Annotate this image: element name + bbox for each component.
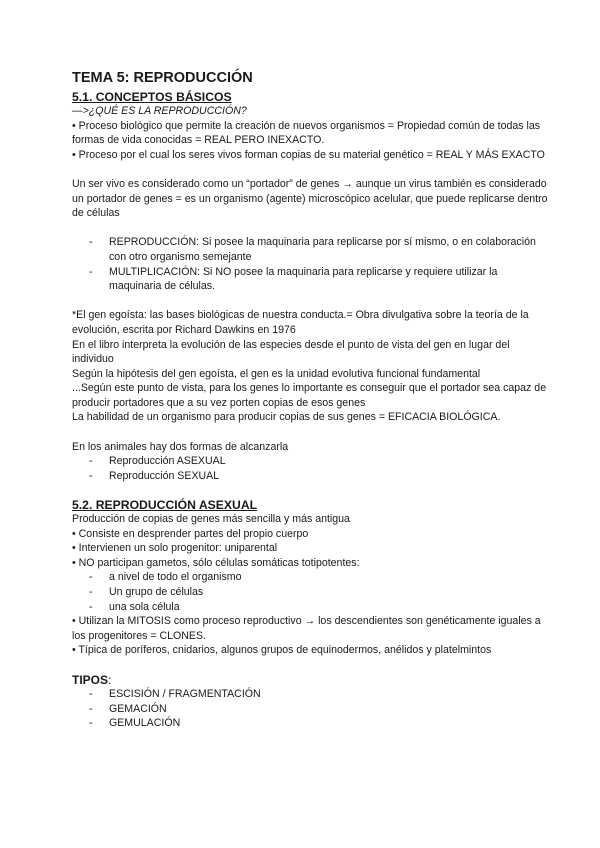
document-page	[72, 70, 550, 731]
bullet-paragraph: • Intervienen un solo progenitor: uniparental	[72, 542, 278, 555]
tipos-heading	[72, 673, 550, 688]
list-item: - ESCISIÓN / FRAGMENTACIÓN	[72, 687, 550, 702]
section-heading-5-2: 5.2. REPRODUCCIÓN ASEXUAL	[72, 498, 258, 513]
body-paragraph: Un ser vivo es considerado como un “portador” de genes → aunque un virus también es considerado un portador de genes = es un organismo (agente) microscópico acelular, que puede replicarse dentro de células	[72, 177, 548, 220]
list-item: - a nivel de todo el organismo	[72, 570, 550, 585]
list-item: - GEMULACIÓN	[72, 716, 550, 731]
note-paragraph: Según la hipótesis del gen egoísta, el gen es la unidad evolutiva funcional fundamental	[72, 367, 481, 380]
forms-list	[72, 454, 550, 483]
bullet-paragraph: • NO participan gametos, sólo células somáticas totipotentes:	[72, 556, 360, 569]
list-item: - MULTIPLICACIÓN: Si NO posee la maquinaria para replicarse y requiere utilizar la maquinaria de células.	[72, 265, 550, 294]
forms-intro: En los animales hay dos formas de alcanzarla	[72, 440, 289, 453]
list-item: - Un grupo de células	[72, 585, 550, 600]
note-paragraph: En el libro interpreta la evolución de las especies desde el punto de vista del gen en lugar del individuo	[72, 338, 510, 366]
bullet-paragraph: • Típica de poríferos, cnidarios, algunos grupos de equinodermos, anélidos y platelmintos	[72, 644, 492, 657]
list-item: - GEMACIÓN	[72, 702, 550, 717]
list-item: - Reproducción SEXUAL	[72, 469, 550, 484]
tipos-colon: :	[108, 672, 112, 687]
definition-list	[72, 235, 550, 293]
tipos-list	[72, 687, 550, 731]
levels-list	[72, 570, 550, 614]
bullet-paragraph: • Utilizan la MITOSIS como proceso reproductivo → los descendientes son genéticamente iguales a los progenitores = CLONES.	[72, 615, 541, 642]
tipos-label: TIPOS	[72, 672, 109, 687]
list-item: - REPRODUCCIÓN: Si posee la maquinaria para replicarse por sí mismo, o en colaboración con otro organismo semejante	[72, 235, 550, 264]
section-question: —>¿QUÉ ES LA REPRODUCCIÓN?	[72, 105, 247, 117]
bullet-paragraph: • Consiste en desprender partes del propio cuerpo	[72, 527, 309, 540]
section-heading-5-1: 5.1. CONCEPTOS BÁSICOS	[72, 90, 232, 104]
bullet-paragraph: • Proceso por el cual los seres vivos forman copias de su material genético = REAL Y MÁS EXACTO	[72, 148, 545, 161]
bullet-paragraph: • Proceso biológico que permite la creación de nuevos organismos = Propiedad común de todas las formas de vida conocidas = REAL PERO INEXACTO.	[72, 119, 541, 147]
section-intro: Producción de copias de genes más sencilla y más antigua	[72, 513, 350, 526]
note-paragraph: *El gen egoísta: las bases biológicas de nuestra conducta.= Obra divulgativa sobre la teoría de la evolución, escrita por Richard Dawkins en 1976	[72, 309, 529, 336]
note-paragraph: ...Según este punto de vista, para los genes lo importante es conseguir que el portador sea capaz de producir portadores que a su vez porten copias de esos genes	[72, 382, 547, 409]
note-paragraph: La habilidad de un organismo para producir copias de sus genes = EFICACIA BIOLÓGICA.	[72, 411, 501, 424]
page-title: TEMA 5: REPRODUCCIÓN	[72, 70, 253, 86]
list-item: - una sola célula	[72, 600, 550, 615]
list-item: - Reproducción ASEXUAL	[72, 454, 550, 469]
